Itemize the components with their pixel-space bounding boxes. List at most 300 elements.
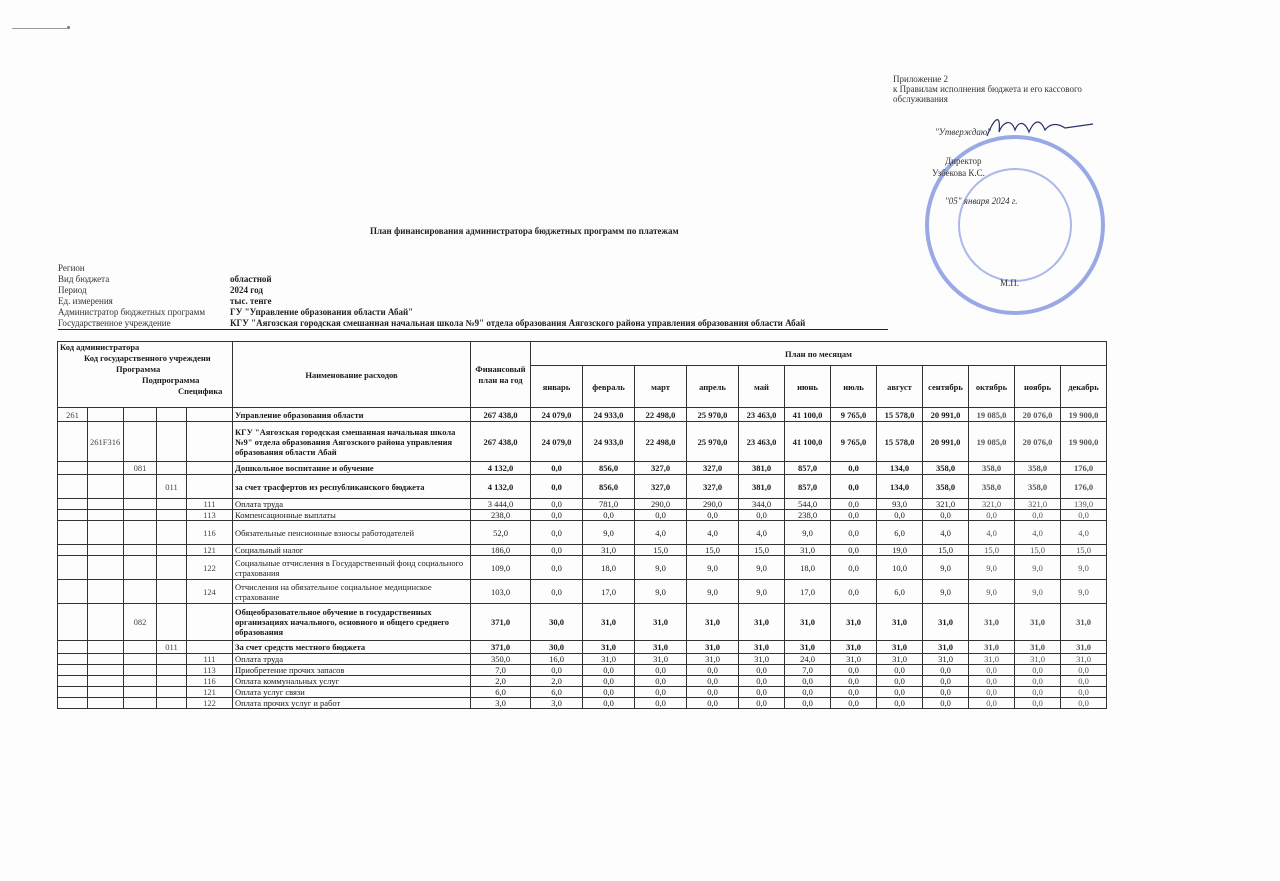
subprogram-code xyxy=(157,556,187,580)
admin-code xyxy=(58,422,88,462)
appendix-line-1: Приложение 2 xyxy=(893,74,949,84)
meta-row xyxy=(58,296,888,307)
director-name: Узбекова К.С. xyxy=(932,168,985,178)
specifics-code xyxy=(187,408,233,422)
institution-code xyxy=(88,521,124,545)
expense-name: Оплата труда xyxy=(233,654,471,665)
month-value: 0,0 xyxy=(635,510,687,521)
month-value: 4,0 xyxy=(923,521,969,545)
month-value: 0,0 xyxy=(877,698,923,709)
month-value: 0,0 xyxy=(877,665,923,676)
specifics-code: 121 xyxy=(187,687,233,698)
month-value: 24 079,0 xyxy=(531,422,583,462)
month-value: 0,0 xyxy=(969,665,1015,676)
subprogram-code xyxy=(157,462,187,475)
institution-code xyxy=(88,580,124,604)
month-value: 9,0 xyxy=(687,556,739,580)
specifics-code xyxy=(187,604,233,641)
meta-row xyxy=(58,263,888,274)
month-value: 0,0 xyxy=(583,698,635,709)
institution-code xyxy=(88,545,124,556)
annual-plan-value: 3 444,0 xyxy=(471,499,531,510)
meta-label: Администратор бюджетных программ xyxy=(58,307,206,317)
specifics-code: 121 xyxy=(187,545,233,556)
month-value: 0,0 xyxy=(923,510,969,521)
subprogram-code xyxy=(157,510,187,521)
month-value: 0,0 xyxy=(831,499,877,510)
month-value: 9,0 xyxy=(1015,556,1061,580)
admin-code xyxy=(58,698,88,709)
month-value: 19 085,0 xyxy=(969,408,1015,422)
month-value: 0,0 xyxy=(531,475,583,499)
program-code xyxy=(124,698,157,709)
month-value: 31,0 xyxy=(785,545,831,556)
month-value: 31,0 xyxy=(923,641,969,654)
month-value: 19 900,0 xyxy=(1061,408,1107,422)
month-value: 0,0 xyxy=(531,521,583,545)
header-month: февраль xyxy=(583,366,635,408)
admin-code xyxy=(58,687,88,698)
header-month: апрель xyxy=(687,366,739,408)
expense-name: Отчисления на обязательное социальное медицинское страхование xyxy=(233,580,471,604)
month-value: 0,0 xyxy=(831,475,877,499)
subprogram-code xyxy=(157,665,187,676)
month-value: 321,0 xyxy=(969,499,1015,510)
table-row xyxy=(58,521,1107,545)
month-value: 9,0 xyxy=(739,556,785,580)
month-value: 0,0 xyxy=(531,499,583,510)
month-value: 327,0 xyxy=(635,462,687,475)
month-value: 358,0 xyxy=(923,475,969,499)
month-value: 19 900,0 xyxy=(1061,422,1107,462)
month-value: 20 991,0 xyxy=(923,422,969,462)
month-value: 327,0 xyxy=(687,475,739,499)
month-value: 0,0 xyxy=(635,676,687,687)
subprogram-code xyxy=(157,521,187,545)
month-value: 9,0 xyxy=(1015,580,1061,604)
table-row xyxy=(58,580,1107,604)
institution-code xyxy=(88,698,124,709)
month-value: 0,0 xyxy=(739,510,785,521)
month-value: 0,0 xyxy=(831,556,877,580)
month-value: 290,0 xyxy=(635,499,687,510)
specifics-code xyxy=(187,422,233,462)
admin-code xyxy=(58,475,88,499)
program-code: 082 xyxy=(124,604,157,641)
month-value: 134,0 xyxy=(877,462,923,475)
month-value: 31,0 xyxy=(1061,641,1107,654)
month-value: 0,0 xyxy=(583,510,635,521)
header-month: май xyxy=(739,366,785,408)
annual-plan-value: 2,0 xyxy=(471,676,531,687)
month-value: 31,0 xyxy=(687,641,739,654)
month-value: 321,0 xyxy=(923,499,969,510)
subprogram-code xyxy=(157,422,187,462)
month-value: 31,0 xyxy=(635,604,687,641)
header-monthly-plan: План по месяцам xyxy=(531,342,1107,366)
meta-label: Вид бюджета xyxy=(58,274,110,284)
program-code xyxy=(124,521,157,545)
meta-label: Государственное учреждение xyxy=(58,318,171,328)
month-value: 358,0 xyxy=(1015,475,1061,499)
month-value: 31,0 xyxy=(635,654,687,665)
subprogram-code: 011 xyxy=(157,641,187,654)
meta-row xyxy=(58,285,888,296)
month-value: 0,0 xyxy=(739,665,785,676)
specifics-code: 124 xyxy=(187,580,233,604)
month-value: 7,0 xyxy=(785,665,831,676)
program-code xyxy=(124,408,157,422)
month-value: 0,0 xyxy=(831,545,877,556)
month-value: 31,0 xyxy=(923,654,969,665)
month-value: 25 970,0 xyxy=(687,408,739,422)
institution-code xyxy=(88,687,124,698)
month-value: 23 463,0 xyxy=(739,422,785,462)
subprogram-code xyxy=(157,499,187,510)
program-code xyxy=(124,556,157,580)
annual-plan-value: 238,0 xyxy=(471,510,531,521)
appendix-line-2: к Правилам исполнения бюджета и его кассового обслуживания xyxy=(893,84,1082,104)
month-value: 0,0 xyxy=(635,665,687,676)
month-value: 15 578,0 xyxy=(877,422,923,462)
month-value: 9 765,0 xyxy=(831,422,877,462)
month-value: 25 970,0 xyxy=(687,422,739,462)
month-value: 19,0 xyxy=(877,545,923,556)
table-row xyxy=(58,422,1107,462)
expense-name: КГУ "Аягозская городская смешанная начальная школа №9" отдела образования Аягозского района управления образования области Абай xyxy=(233,422,471,462)
specifics-code: 116 xyxy=(187,521,233,545)
month-value: 0,0 xyxy=(739,687,785,698)
month-value: 0,0 xyxy=(687,510,739,521)
month-value: 358,0 xyxy=(1015,462,1061,475)
director-title: Директор xyxy=(945,156,982,166)
header-month: август xyxy=(877,366,923,408)
header-month: январь xyxy=(531,366,583,408)
expense-name: Оплата прочих услуг и работ xyxy=(233,698,471,709)
table-row xyxy=(58,698,1107,709)
specifics-code: 116 xyxy=(187,676,233,687)
annual-plan-value: 6,0 xyxy=(471,687,531,698)
month-value: 9,0 xyxy=(923,556,969,580)
admin-code xyxy=(58,641,88,654)
month-value: 22 498,0 xyxy=(635,408,687,422)
table-row xyxy=(58,408,1107,422)
month-value: 31,0 xyxy=(831,654,877,665)
month-value: 0,0 xyxy=(687,665,739,676)
expense-name: Компенсационные выплаты xyxy=(233,510,471,521)
expense-name: Приобретение прочих запасов xyxy=(233,665,471,676)
scan-dot xyxy=(67,26,70,29)
month-value: 16,0 xyxy=(531,654,583,665)
month-value: 9,0 xyxy=(1061,580,1107,604)
month-value: 9 765,0 xyxy=(831,408,877,422)
month-value: 15,0 xyxy=(635,545,687,556)
expense-name: Социальный налог xyxy=(233,545,471,556)
month-value: 0,0 xyxy=(531,665,583,676)
month-value: 0,0 xyxy=(1015,510,1061,521)
month-value: 0,0 xyxy=(1015,687,1061,698)
annual-plan-value: 186,0 xyxy=(471,545,531,556)
header-month: март xyxy=(635,366,687,408)
header-institution-code: Код государственного учреждени xyxy=(84,353,211,363)
annual-plan-value: 267 438,0 xyxy=(471,422,531,462)
expense-name: Оплата труда xyxy=(233,499,471,510)
expense-name: Оплата коммунальных услуг xyxy=(233,676,471,687)
stamp-label: М.П. xyxy=(1000,278,1020,288)
month-value: 0,0 xyxy=(969,676,1015,687)
month-value: 0,0 xyxy=(969,698,1015,709)
specifics-code xyxy=(187,641,233,654)
header-month: июль xyxy=(831,366,877,408)
admin-code xyxy=(58,521,88,545)
month-value: 0,0 xyxy=(877,676,923,687)
table-row xyxy=(58,556,1107,580)
month-value: 0,0 xyxy=(831,521,877,545)
admin-code xyxy=(58,510,88,521)
specifics-code: 122 xyxy=(187,698,233,709)
month-value: 4,0 xyxy=(1015,521,1061,545)
document-meta xyxy=(58,263,888,330)
table-row xyxy=(58,545,1107,556)
month-value: 0,0 xyxy=(923,687,969,698)
month-value: 4,0 xyxy=(635,521,687,545)
annual-plan-value: 267 438,0 xyxy=(471,408,531,422)
month-value: 0,0 xyxy=(1061,676,1107,687)
month-value: 9,0 xyxy=(969,580,1015,604)
meta-value: 2024 год xyxy=(230,285,263,295)
institution-code xyxy=(88,510,124,521)
month-value: 0,0 xyxy=(877,687,923,698)
header-program: Программа xyxy=(116,364,161,374)
month-value: 24 079,0 xyxy=(531,408,583,422)
month-value: 9,0 xyxy=(1061,556,1107,580)
header-month: ноябрь xyxy=(1015,366,1061,408)
month-value: 0,0 xyxy=(531,556,583,580)
meta-row xyxy=(58,307,888,318)
month-value: 9,0 xyxy=(635,556,687,580)
meta-value: тыс. тенге xyxy=(230,296,272,306)
header-admin-code: Код администратора xyxy=(60,342,140,352)
month-value: 31,0 xyxy=(583,545,635,556)
specifics-code xyxy=(187,462,233,475)
month-value: 0,0 xyxy=(1061,510,1107,521)
signature-icon xyxy=(985,112,1095,142)
header-month: октябрь xyxy=(969,366,1015,408)
meta-label: Ед. измерения xyxy=(58,296,113,306)
month-value: 4,0 xyxy=(969,521,1015,545)
month-value: 31,0 xyxy=(583,604,635,641)
month-value: 15,0 xyxy=(1061,545,1107,556)
admin-code xyxy=(58,604,88,641)
month-value: 15,0 xyxy=(923,545,969,556)
expense-name: Управление образования области xyxy=(233,408,471,422)
program-code xyxy=(124,676,157,687)
month-value: 23 463,0 xyxy=(739,408,785,422)
annual-plan-value: 3,0 xyxy=(471,698,531,709)
month-value: 358,0 xyxy=(969,462,1015,475)
month-value: 781,0 xyxy=(583,499,635,510)
month-value: 10,0 xyxy=(877,556,923,580)
month-value: 0,0 xyxy=(923,665,969,676)
month-value: 20 991,0 xyxy=(923,408,969,422)
annual-plan-value: 371,0 xyxy=(471,604,531,641)
month-value: 31,0 xyxy=(739,641,785,654)
program-code xyxy=(124,687,157,698)
month-value: 30,0 xyxy=(531,641,583,654)
program-code xyxy=(124,665,157,676)
official-stamp-inner-ring xyxy=(958,168,1072,282)
header-specifics: Специфика xyxy=(178,386,223,396)
month-value: 31,0 xyxy=(969,654,1015,665)
month-value: 31,0 xyxy=(1061,654,1107,665)
subprogram-code xyxy=(157,676,187,687)
month-value: 0,0 xyxy=(785,698,831,709)
month-value: 0,0 xyxy=(531,510,583,521)
month-value: 9,0 xyxy=(635,580,687,604)
month-value: 31,0 xyxy=(635,641,687,654)
month-value: 31,0 xyxy=(969,641,1015,654)
month-value: 15,0 xyxy=(1015,545,1061,556)
month-value: 0,0 xyxy=(1061,698,1107,709)
month-value: 0,0 xyxy=(687,676,739,687)
month-value: 290,0 xyxy=(687,499,739,510)
month-value: 0,0 xyxy=(583,687,635,698)
institution-code xyxy=(88,604,124,641)
scan-mark xyxy=(12,28,67,29)
month-value: 31,0 xyxy=(831,641,877,654)
institution-code xyxy=(88,641,124,654)
institution-code xyxy=(88,676,124,687)
admin-code: 261 xyxy=(58,408,88,422)
month-value: 0,0 xyxy=(1061,687,1107,698)
expense-name: за счет трасфертов из республиканского бюджета xyxy=(233,475,471,499)
institution-code xyxy=(88,665,124,676)
month-value: 0,0 xyxy=(785,687,831,698)
month-value: 0,0 xyxy=(969,510,1015,521)
expense-name: Общеобразовательное обучение в государственных организациях начального, основного и общего среднего образования xyxy=(233,604,471,641)
institution-code xyxy=(88,462,124,475)
meta-value: областной xyxy=(230,274,272,284)
institution-code: 261F316 xyxy=(88,422,124,462)
specifics-code: 122 xyxy=(187,556,233,580)
month-value: 0,0 xyxy=(1015,676,1061,687)
month-value: 544,0 xyxy=(785,499,831,510)
expense-name: Дошкольное воспитание и обучение xyxy=(233,462,471,475)
table-row xyxy=(58,676,1107,687)
month-value: 31,0 xyxy=(877,654,923,665)
meta-row xyxy=(58,318,888,330)
expense-name: Обязательные пенсионные взносы работодателей xyxy=(233,521,471,545)
table-row xyxy=(58,499,1107,510)
subprogram-code xyxy=(157,408,187,422)
program-code xyxy=(124,422,157,462)
admin-code xyxy=(58,462,88,475)
month-value: 327,0 xyxy=(635,475,687,499)
month-value: 31,0 xyxy=(877,604,923,641)
month-value: 0,0 xyxy=(583,676,635,687)
month-value: 18,0 xyxy=(583,556,635,580)
month-value: 9,0 xyxy=(785,521,831,545)
month-value: 31,0 xyxy=(1015,641,1061,654)
subprogram-code xyxy=(157,580,187,604)
month-value: 358,0 xyxy=(969,475,1015,499)
meta-row xyxy=(58,274,888,285)
institution-code xyxy=(88,556,124,580)
month-value: 20 076,0 xyxy=(1015,408,1061,422)
admin-code xyxy=(58,676,88,687)
month-value: 0,0 xyxy=(831,698,877,709)
month-value: 6,0 xyxy=(531,687,583,698)
table-row xyxy=(58,604,1107,641)
program-code xyxy=(124,475,157,499)
approved-label: "Утверждаю" xyxy=(935,127,992,137)
month-value: 358,0 xyxy=(923,462,969,475)
annual-plan-value: 52,0 xyxy=(471,521,531,545)
month-value: 31,0 xyxy=(1015,654,1061,665)
program-code xyxy=(124,641,157,654)
month-value: 0,0 xyxy=(923,676,969,687)
month-value: 31,0 xyxy=(923,604,969,641)
subprogram-code xyxy=(157,698,187,709)
admin-code xyxy=(58,556,88,580)
month-value: 0,0 xyxy=(1015,665,1061,676)
table-row xyxy=(58,654,1107,665)
month-value: 41 100,0 xyxy=(785,422,831,462)
month-value: 15 578,0 xyxy=(877,408,923,422)
subprogram-code: 011 xyxy=(157,475,187,499)
annual-plan-value: 371,0 xyxy=(471,641,531,654)
annual-plan-value: 109,0 xyxy=(471,556,531,580)
month-value: 0,0 xyxy=(635,698,687,709)
month-value: 2,0 xyxy=(531,676,583,687)
code-headers xyxy=(58,342,233,408)
month-value: 381,0 xyxy=(739,462,785,475)
table-row xyxy=(58,510,1107,521)
expense-name: Социальные отчисления в Государственный фонд социального страхования xyxy=(233,556,471,580)
month-value: 31,0 xyxy=(831,604,877,641)
month-value: 30,0 xyxy=(531,604,583,641)
month-value: 41 100,0 xyxy=(785,408,831,422)
header-annual-plan: Финансовый план на год xyxy=(471,342,531,408)
month-value: 0,0 xyxy=(687,698,739,709)
month-value: 4,0 xyxy=(687,521,739,545)
annual-plan-value: 350,0 xyxy=(471,654,531,665)
document-title: План финансирования администратора бюджетных программ по платежам xyxy=(370,226,679,236)
month-value: 0,0 xyxy=(531,580,583,604)
table-row xyxy=(58,462,1107,475)
month-value: 857,0 xyxy=(785,475,831,499)
month-value: 0,0 xyxy=(923,698,969,709)
annual-plan-value: 4 132,0 xyxy=(471,475,531,499)
month-value: 31,0 xyxy=(739,604,785,641)
specifics-code: 111 xyxy=(187,499,233,510)
annual-plan-value: 103,0 xyxy=(471,580,531,604)
month-value: 381,0 xyxy=(739,475,785,499)
month-value: 327,0 xyxy=(687,462,739,475)
month-value: 31,0 xyxy=(583,654,635,665)
month-value: 139,0 xyxy=(1061,499,1107,510)
month-value: 857,0 xyxy=(785,462,831,475)
annual-plan-value: 7,0 xyxy=(471,665,531,676)
month-value: 0,0 xyxy=(739,698,785,709)
expense-name: За счет средств местного бюджета xyxy=(233,641,471,654)
month-value: 9,0 xyxy=(923,580,969,604)
admin-code xyxy=(58,654,88,665)
admin-code xyxy=(58,580,88,604)
header-month: декабрь xyxy=(1061,366,1107,408)
month-value: 0,0 xyxy=(1015,698,1061,709)
table-row xyxy=(58,687,1107,698)
